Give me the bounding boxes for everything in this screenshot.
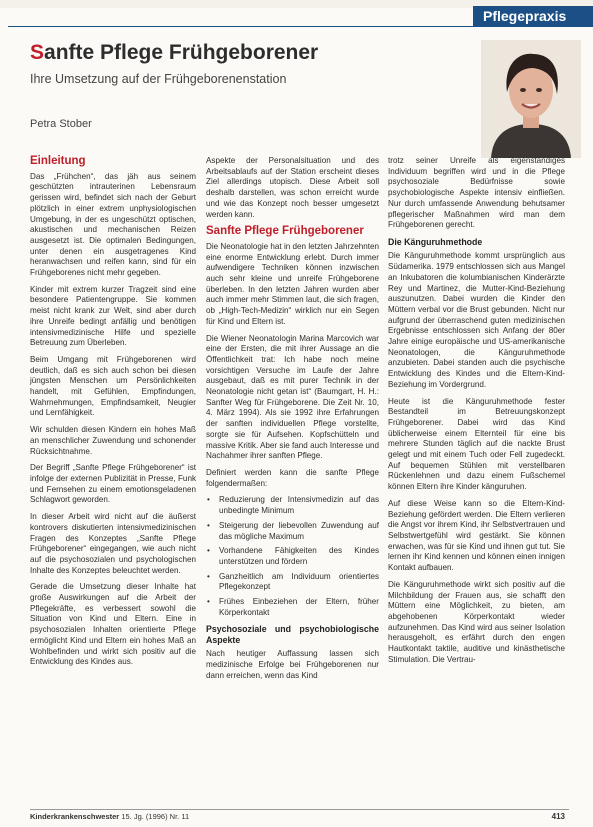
paragraph: Beim Umgang mit Frühgeborenen wird deutlich, daß es sich auch schon bei diesen jüngsten Menschen um Persönlichkeiten handelt, mit Gefühlen, Empfindungen, Wahrnehmungen, Empfindsamkeit, Neugier und Lernfähigkeit. <box>30 354 196 418</box>
subheading-kaenguruhmethode: Die Känguruhmethode <box>388 236 483 247</box>
column-1 <box>30 156 196 674</box>
paragraph: Die Känguruhmethode wirkt sich positiv auf die Milchbildung der Frauen aus, sie schafft den Müttern eine Möglichkeit, zu bieten, am abgehobenen Körperkontakt wieder aufzunehmen. Das Kind wird aus seiner Isolation herausgeholt, es erfährt durch den engen Hautkontakt taktile, auditive und kinästhetische Stimulation. Die Vertrau- <box>388 579 565 664</box>
magazine-name: Kinderkrankenschwester <box>30 812 120 821</box>
paragraph: Auf diese Weise kann so die Eltern-Kind-Beziehung gefördert werden. Die Eltern verlieren die Angst vor ihrem Kind, ihr Selbstvertrauen und Selbstwertgefühl wird gestärkt. Sie können erwachen, was für sie Kind und ihnen gut tut. Sie lernen ihr Kind kennen und können einen innigen Kontakt aufbauen. <box>388 498 565 573</box>
paragraph: Aspekte der Personalsituation und des Arbeitsablaufs auf der Station erscheint dieses Ziel allerdings utopisch. Diese Arbeit soll deshalb darstellen, was schon erreicht wurde und wie das Konzept noch besser umgesetzt werden kann. <box>206 156 379 219</box>
paragraph: Nach heutiger Auffassung lassen sich medizinische Erfolge bei Frühgeborenen nur dann erreichen, wenn das Kind <box>206 649 379 680</box>
header-rule <box>8 26 593 27</box>
paragraph: Gerade die Umsetzung dieser Inhalte hat große Auswirkungen auf die Arbeit der Pflegekräfte, es verbessert sowohl die Situation von Kind und Eltern. Eine in psychosozialen Inhalten orientierte Pflege ermöglicht Kind und Eltern ein hohes Maß an Wohlbefinden und wirkt sich positiv auf die Entwicklung des Kindes aus. <box>30 582 196 667</box>
article-title <box>30 40 470 66</box>
footer-rule <box>30 809 569 810</box>
page-number: 413 <box>551 812 565 821</box>
paragraph: trotz seiner Unreife als eigenständiges Individuum begriffen wird und in die Pflege psychosoziale Bedürfnisse sowie psychobiologische Aspekte intensiv einfließen. Nur durch umfassende Anwendung behutsamer pflegerischer Maßnahmen wird man dem Frühgeborenen gerecht. <box>388 156 565 230</box>
list-item: • Frühes Einbeziehen der Eltern, früher Körperkontakt <box>216 597 379 618</box>
list-item: • Ganzheitlich am Individuum orientiertes Pflegekonzept <box>216 572 379 593</box>
paragraph: Die Wiener Neonatologin Marina Marcovich war eine der Ersten, die mit ihrer Aussage an die Öffentlichkeit trat: Ich habe noch meine vorsichtigen Versuche im Laufe der Jahre ausgebaut, daß es mit purer Technik in der Neonatologie nicht getan ist“ (Baumgart, H. H.: Sanfter Weg für Frühgeborene. Die Zeit Nr. 10, 4. März 1994). Als sie 1992 ihre Erfahrungen der sanften individuellen Pflege vorstellte, sorgte sie für Aufsehen. Kopfschütteln und massive Kritik. Aber sie fand auch Interesse und Nachahmer ihrer sanften Pflege. <box>206 333 379 461</box>
portrait-photo <box>481 40 581 158</box>
paragraph: Definiert werden kann die sanfte Pflege folgendermaßen: <box>206 467 379 488</box>
paragraph: Kinder mit extrem kurzer Tragzeit sind eine besondere Patientengruppe. Sie kommen meist nicht krank zur Welt, sind aber durch ihre Unreife bedingt anfällig und benötigen intensivmedizinische Hilfe und spezielle Betreuung zum Überleben. <box>30 284 196 348</box>
heading-sanfte-pflege: Sanfte Pflege Frühgeborener <box>206 225 364 238</box>
paragraph: Das „Frühchen“, das jäh aus seinem geschützten intrauterinen Lebensraum gerissen wird, befindet sich nach der Geburt plötzlich in einer extrem unphysiologischen Umgebung, in der es ungeschützt optischen, akustischen und mechanischen Reizen ausgesetzt ist. Die optimalen Bedingungen, unter denen ein ausgetragenes Kind heranwachsen und reifen kann, sind für ein Frühgeborenes nicht mehr gegeben. <box>30 171 196 278</box>
definition-list <box>206 495 379 618</box>
footer-citation <box>30 812 189 821</box>
paragraph: In dieser Arbeit wird nicht auf die äußerst kontrovers diskutierten intensivmedizinischen Fragen des Konzeptes „Sanfte Pflege Frühgeborener“ eingegangen, wie auch nicht auf die psychosozialen und psychologischen Inhalte des Konzeptes beleuchtet werden. <box>30 512 196 575</box>
list-item: • Reduzierung der Intensivmedizin auf das unbedingte Minimum <box>216 495 379 516</box>
title-initial: S <box>30 41 45 64</box>
paragraph: Heute ist die Känguruhmethode fester Bestandteil im Betreuungskonzept Frühgeborener. Dabei wird das Kind üblicherweise einem Elternteil für eine bis mehrere Stunden täglich auf die nackte Brust gelegt und mit einem Tuch oder Fell zugedeckt. Auf bequemen Stühlen mit verstellbaren Rückenlehnen und dazu einem Fußschemel können Eltern ihre Kinder känguruhen. <box>388 396 565 492</box>
column-2 <box>206 156 379 688</box>
paragraph: Wir schulden diesen Kindern ein hohes Maß an menschlicher Zuwendung und schonender Rücksichtnahme. <box>30 425 196 456</box>
heading-einleitung: Einleitung <box>30 155 86 167</box>
list-item: • Vorhandene Fähigkeiten des Kindes unterstützen und fördern <box>216 546 379 567</box>
author-portrait <box>481 40 581 158</box>
author-name: Petra Stober <box>30 118 92 130</box>
paragraph: Die Känguruhmethode kommt ursprünglich aus Südamerika. 1979 entschlossen sich aus Mangel an Inkubatoren die kolumbianischen Kinderärzte Rey und Martinez, die Mutter-Kind-Beziehung auszunutzen. Dabei wurden die Kinder den Müttern verbal vor die Brust gebunden. Nicht nur aufgrund der überraschend guten medizinischen Ergebnisse entschlossen sich Anfang der 80er Jahre einige europäische und US-amerikanische Neonatologen, die Känguruhmethode anzubieten. Dabei standen auch die psychische Entwicklung des Kindes und die Eltern-Kind-Beziehung im Vordergrund. <box>388 251 565 389</box>
subheading-aspekte: Psychosoziale und psychobiologische Aspekte <box>206 624 379 645</box>
article-subtitle: Ihre Umsetzung auf der Frühgeborenenstation <box>30 72 287 86</box>
list-item: • Steigerung der liebevollen Zuwendung auf das mögliche Maximum <box>216 521 379 542</box>
paragraph: Die Neonatologie hat in den letzten Jahrzehnten eine enorme Entwicklung erlebt. Durch immer aufwendigere Techniken können inzwischen auch sehr kleine und unreife Frühgeborene überleben. In den letzten Jahren wurden aber auch immer mehr Stimmen laut, die sich fragen, ob „High-Tech-Medizin“ wirklich nur ein Segen für Kind und Eltern ist. <box>206 241 379 326</box>
section-tag: Pflegepraxis <box>473 6 593 26</box>
paragraph: Der Begriff „Sanfte Pflege Frühgeborener“ ist infolge der externen Publizität in Presse, Funk und Fernsehen zu einem emotionsgeladenen Schlagwort geworden. <box>30 463 196 505</box>
title-rest: anfte Pflege Frühgeborener <box>44 41 319 64</box>
column-3 <box>388 156 565 671</box>
issue-info: 15. Jg. (1996) Nr. 11 <box>121 812 190 821</box>
